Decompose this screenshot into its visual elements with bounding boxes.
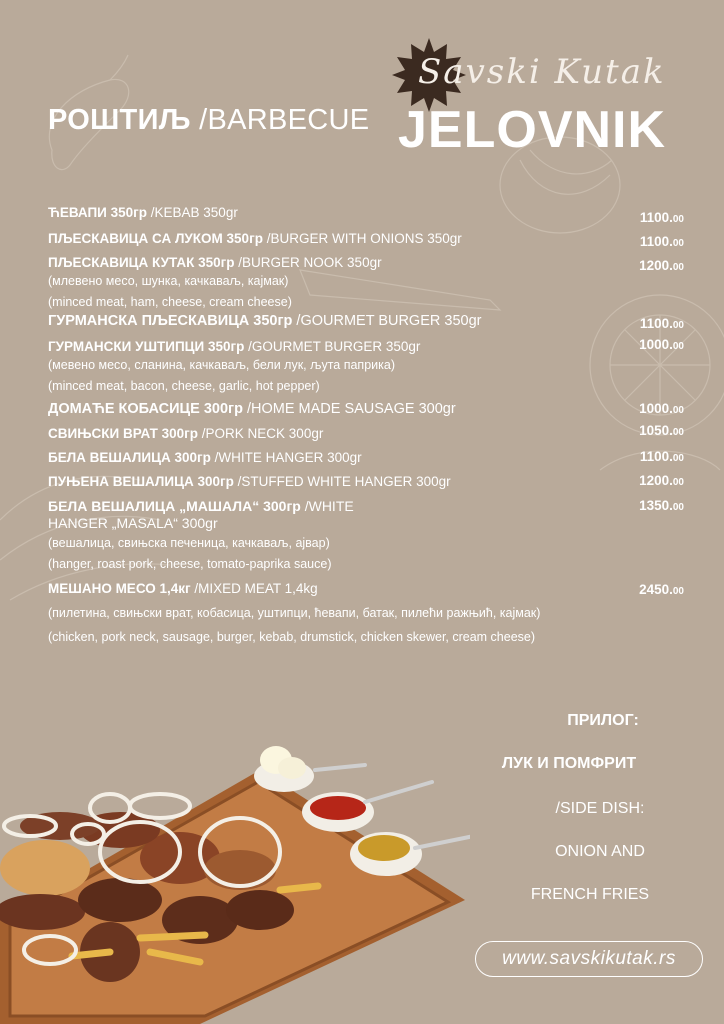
price-decimal: 00 bbox=[672, 238, 684, 249]
item-name-cyrillic: МЕШАНО МЕСО 1,4кг bbox=[48, 581, 191, 596]
price-decimal: 00 bbox=[672, 214, 684, 225]
item-name-latin: /BURGER WITH ONIONS 350gr bbox=[262, 231, 462, 246]
item-description-latin: (minced meat, bacon, cheese, garlic, hot pepper) bbox=[48, 379, 320, 393]
item-price bbox=[640, 210, 684, 225]
menu-item bbox=[48, 425, 688, 442]
price-main: 1100. bbox=[639, 210, 673, 225]
item-name-cyrillic: ПЉЕСКАВИЦА СА ЛУКОМ 350гр bbox=[48, 231, 263, 246]
side-dish-name-cyrillic: ЛУК И ПОМФРИТ bbox=[501, 755, 637, 772]
item-name-cyrillic: СВИЊСКИ ВРАТ 300гр bbox=[48, 426, 199, 441]
item-description-cyrillic: (млевено месо, шунка, качкаваљ, кајмак) bbox=[48, 274, 289, 288]
item-name-latin: /PORK NECK 300gr bbox=[198, 426, 324, 441]
side-dish-name-latin-2: FRENCH FRIES bbox=[530, 886, 650, 903]
price-main: 1200. bbox=[639, 258, 673, 273]
menu-item bbox=[48, 313, 688, 330]
item-description-cyrillic: (вешалица, свињска печеница, качкаваљ, ајвар) bbox=[48, 536, 330, 550]
section-title-cyrillic: РОШТИЉ bbox=[48, 104, 191, 136]
price-decimal: 00 bbox=[672, 320, 684, 331]
item-name-latin: /GOURMET BURGER 350gr bbox=[292, 313, 482, 329]
item-price bbox=[639, 337, 684, 352]
item-name-cyrillic: ЋЕВАПИ 350гр bbox=[48, 205, 148, 220]
item-price bbox=[640, 449, 684, 464]
price-decimal: 00 bbox=[672, 477, 684, 488]
brand-script-logo: Savski Kutak bbox=[418, 52, 666, 92]
menu-item bbox=[48, 338, 688, 394]
item-description-cyrillic: (пилетина, свињски врат, кобасица, уштипци, ћевапи, батак, пилећи ражњић, кајмак) bbox=[48, 606, 541, 620]
food-platter-image bbox=[0, 730, 470, 1024]
item-price bbox=[639, 473, 684, 488]
price-main: 1100. bbox=[639, 449, 673, 464]
website-url: www.savskikutak.rs bbox=[502, 948, 676, 969]
item-price bbox=[639, 401, 684, 416]
item-price bbox=[639, 582, 684, 597]
price-decimal: 00 bbox=[672, 341, 684, 352]
side-dish-heading: ПРИЛОГ: bbox=[567, 712, 639, 729]
side-dish-heading-latin: /SIDE DISH: bbox=[555, 800, 645, 817]
menu-item bbox=[48, 473, 688, 490]
menu-item bbox=[48, 580, 688, 645]
item-name-latin: /MIXED MEAT 1,4kg bbox=[190, 581, 318, 596]
price-decimal: 00 bbox=[672, 262, 684, 273]
price-decimal: 00 bbox=[672, 405, 684, 416]
menu-item bbox=[48, 204, 688, 225]
item-name-latin: /GOURMET BURGER 350gr bbox=[244, 339, 421, 354]
price-main: 1350. bbox=[639, 498, 673, 513]
item-name-latin: /BURGER NOOK 350gr bbox=[234, 255, 382, 270]
menu-item bbox=[48, 254, 688, 310]
price-main: 2450. bbox=[639, 582, 673, 597]
item-name-cyrillic: ПУЊЕНА ВЕШАЛИЦА 300гр bbox=[48, 474, 234, 489]
price-main: 1100. bbox=[639, 316, 673, 331]
item-name-cyrillic: ГУРМАНСКИ УШТИПЦИ 350гр bbox=[48, 339, 245, 354]
item-price bbox=[639, 498, 684, 513]
price-decimal: 00 bbox=[672, 427, 684, 438]
price-main: 1000. bbox=[639, 401, 673, 416]
item-name-cyrillic: ДОМАЋЕ КОБАСИЦЕ 300гр bbox=[48, 401, 243, 417]
item-name-cyrillic: БЕЛА ВЕШАЛИЦА „МАШАЛА“ 300гр bbox=[48, 498, 301, 514]
price-main: 1000. bbox=[639, 337, 673, 352]
price-decimal: 00 bbox=[672, 453, 684, 464]
item-name-latin: /STUFFED WHITE HANGER 300gr bbox=[233, 474, 451, 489]
item-name-latin: /KEBAB 350gr bbox=[147, 205, 238, 220]
item-name-latin: /HOME MADE SAUSAGE 300gr bbox=[242, 401, 456, 417]
menu-item bbox=[48, 230, 688, 247]
item-name-latin: /WHITE HANGER „MASALA“ 300gr bbox=[48, 498, 354, 531]
side-dish-name-latin-1: ONION AND bbox=[555, 843, 645, 860]
item-description-latin: (chicken, pork neck, sausage, burger, kebab, drumstick, chicken skewer, cream cheese) bbox=[48, 630, 536, 644]
item-price bbox=[639, 423, 684, 438]
item-name-cyrillic: БЕЛА ВЕШАЛИЦА 300гр bbox=[48, 450, 211, 465]
item-name-cyrillic: ПЉЕСКАВИЦА КУТАК 350гр bbox=[48, 255, 235, 270]
price-main: 1050. bbox=[639, 423, 673, 438]
item-price bbox=[640, 234, 684, 249]
item-name-cyrillic: ГУРМАНСКА ПЉЕСКАВИЦА 350гр bbox=[48, 313, 293, 329]
price-decimal: 00 bbox=[672, 586, 684, 597]
item-name-latin: /WHITE HANGER 300gr bbox=[210, 450, 362, 465]
section-title-latin: /BARBECUE bbox=[190, 104, 370, 136]
menu-item bbox=[48, 401, 688, 418]
item-description-cyrillic: (мевено месо, сланина, качкаваљ, бели лук, љута паприка) bbox=[48, 358, 395, 372]
price-main: 1100. bbox=[639, 234, 673, 249]
item-description-latin: (hanger, roast pork, cheese, tomato-paprika sauce) bbox=[48, 557, 332, 571]
item-price bbox=[640, 316, 684, 331]
website-link-button[interactable] bbox=[475, 941, 703, 977]
menu-item bbox=[48, 498, 688, 572]
menu-item bbox=[48, 449, 688, 466]
item-description-latin: (minced meat, ham, cheese, cream cheese) bbox=[48, 295, 292, 309]
section-title bbox=[48, 104, 369, 137]
price-decimal: 00 bbox=[672, 502, 684, 513]
brand-title: JELOVNIK bbox=[398, 101, 667, 159]
price-main: 1200. bbox=[639, 473, 673, 488]
item-price bbox=[639, 258, 684, 273]
